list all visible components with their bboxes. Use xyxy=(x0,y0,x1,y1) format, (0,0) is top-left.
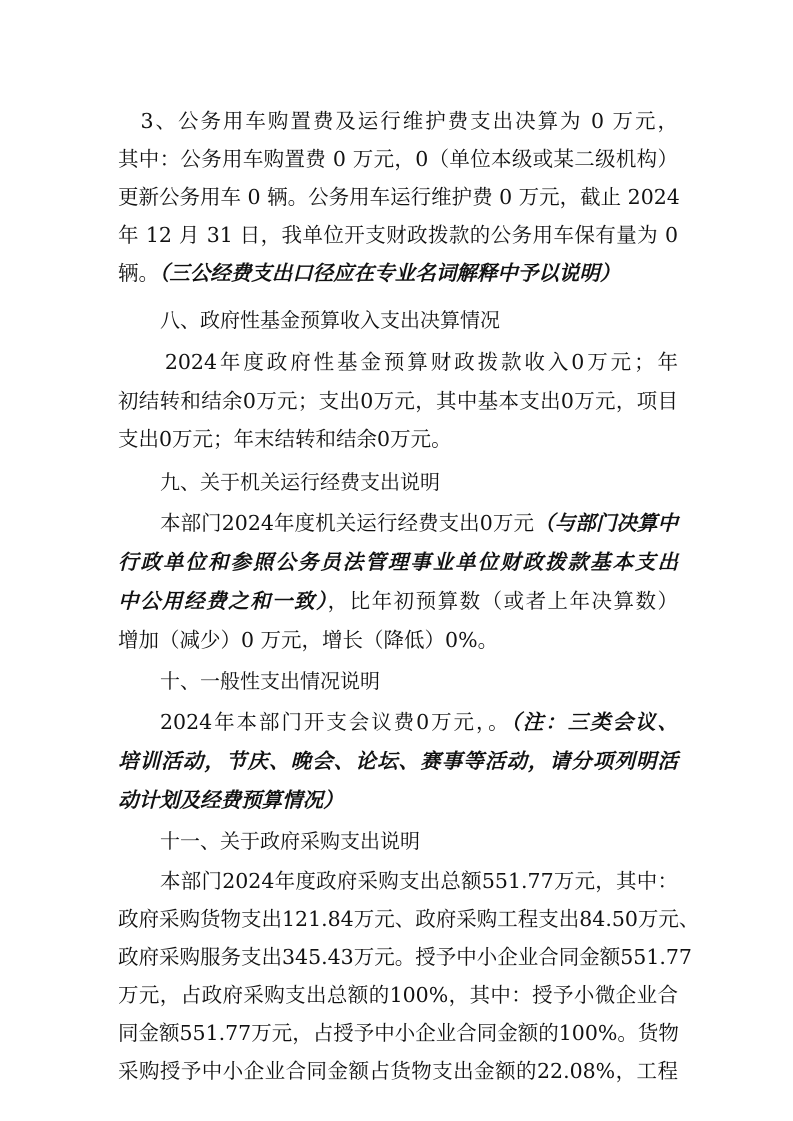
italic-note: （三公经费支出口径应在专业名词解释中予以说明） xyxy=(159,261,621,285)
body-text: 辆。 xyxy=(118,261,159,285)
body-text-line xyxy=(118,260,678,286)
body-text-line xyxy=(160,709,678,735)
italic-note-line: 动计划及经费预算情况） xyxy=(118,788,344,812)
body-text-line: 其中：公务用车购置费 0 万元，0（单位本级或某二级机构） xyxy=(118,147,678,171)
body-text-line: 万元，占政府采购支出总额的100%，其中：授予小微企业合 xyxy=(118,983,678,1007)
section-heading: 十、一般性支出情况说明 xyxy=(160,669,380,693)
section-heading: 十一、关于政府采购支出说明 xyxy=(160,829,420,853)
body-text-line: 3、公务用车购置费及运行维护费支出决算为 0 万元， xyxy=(118,109,678,133)
body-text-line: 更新公务用车 0 辆。公务用车运行维护费 0 万元，截止 2024 xyxy=(118,185,680,209)
section-heading: 九、关于机关运行经费支出说明 xyxy=(160,470,440,494)
italic-note-line: 培训活动，节庆、晚会、论坛、赛事等活动，请分项列明活 xyxy=(118,749,678,773)
italic-note: （注：三类会议、 xyxy=(510,710,679,734)
italic-note: （与部门决算中 xyxy=(534,511,678,535)
italic-note-line: 行政单位和参照公务员法管理事业单位财政拨款基本支出 xyxy=(118,550,678,574)
body-text-line: 增加（减少）0 万元，增长（降低）0%。 xyxy=(118,628,499,652)
body-text: ，比年初预算数（或者上年决算数） xyxy=(327,589,679,613)
italic-note: 中公用经费之和一致） xyxy=(118,589,328,613)
body-text-line: 本部门2024年度政府采购支出总额551.77万元，其中： xyxy=(160,869,678,893)
body-text-line: 政府采购服务支出345.43万元。授予中小企业合同金额551.77 xyxy=(118,945,692,969)
body-text-line: 采购授予中小企业合同金额占货物支出金额的22.08%，工程 xyxy=(118,1059,678,1083)
body-text-line: 政府采购货物支出121.84万元、政府采购工程支出84.50万元、 xyxy=(118,907,700,931)
body-text: 本部门2024年度机关运行经费支出0万元 xyxy=(160,511,535,535)
body-text: 2024年本部门开支会议费0万元，。 xyxy=(160,710,511,734)
body-text-line xyxy=(118,588,678,614)
section-heading: 八、政府性基金预算收入支出决算情况 xyxy=(160,308,500,332)
body-text-line: 年 12 月 31 日，我单位开支财政拨款的公务用车保有量为 0 xyxy=(118,223,678,247)
body-text-line: 同金额551.77万元，占授予中小企业合同金额的100%。货物 xyxy=(118,1021,679,1045)
body-text-line: 支出0万元；年末结转和结余0万元。 xyxy=(118,427,452,451)
body-text-line xyxy=(160,510,678,536)
body-text-line: 初结转和结余0万元；支出0万元，其中基本支出0万元，项目 xyxy=(118,389,678,413)
body-text-line: 2024年度政府性基金预算财政拨款收入0万元；年 xyxy=(118,350,678,374)
